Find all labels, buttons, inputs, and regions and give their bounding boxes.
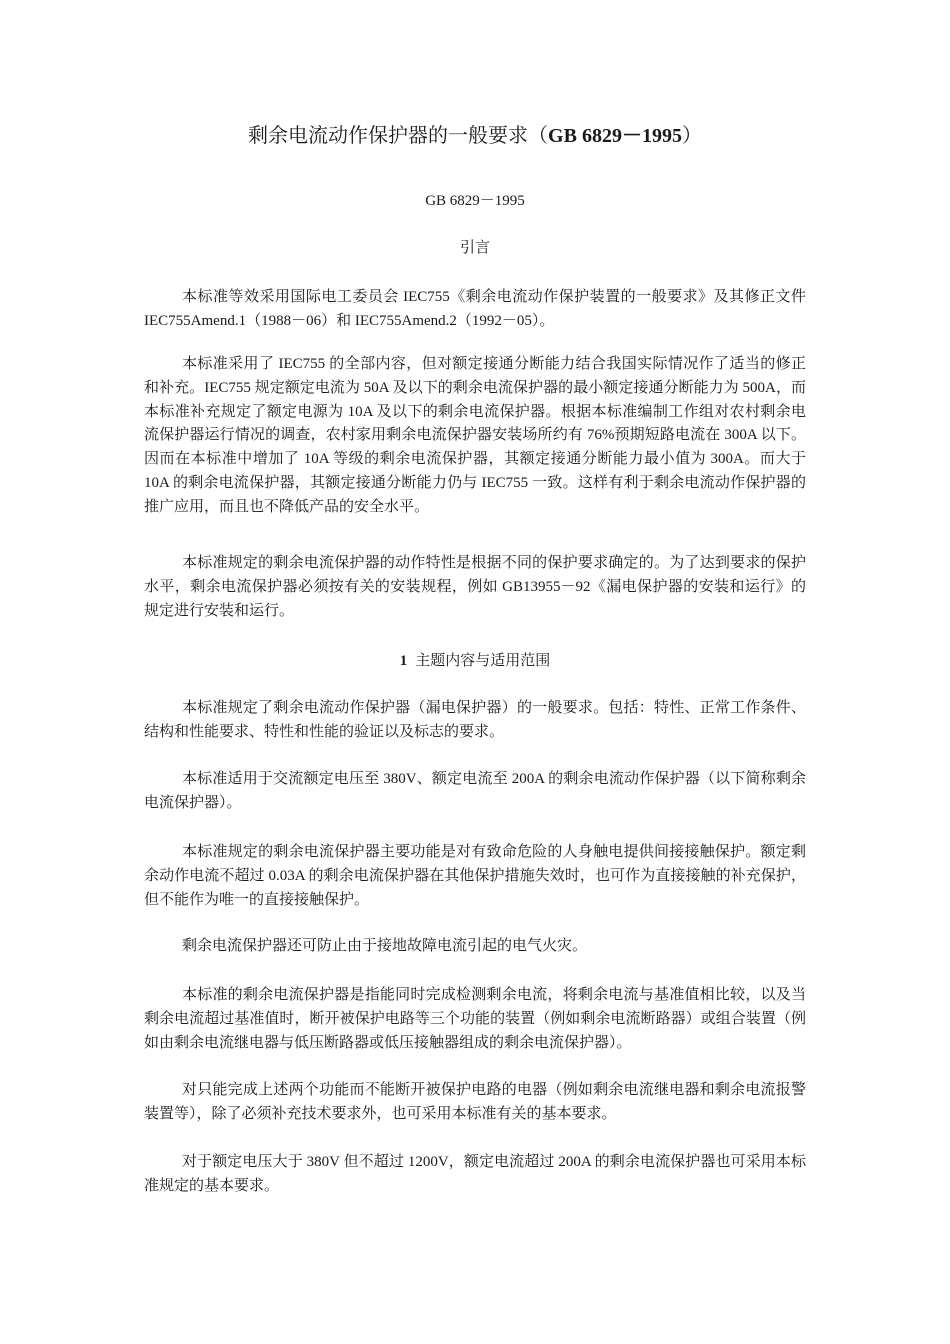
- document-title: [144, 122, 806, 150]
- section-paragraph: 本标准的剩余电流保护器是指能同时完成检测剩余电流，将剩余电流与基准值相比较，以及当剩余电流超过基准值时，断开被保护电路等三个功能的装置（例如剩余电流断路器）或组合装置（例如由剩余电流继电器与低压断路器或低压接触器组成的剩余电流保护器）。: [144, 987, 806, 1051]
- intro-heading: 引言: [459, 240, 490, 256]
- section-title: 主题内容与适用范围: [415, 653, 551, 669]
- section-paragraph: 本标准规定的剩余电流保护器主要功能是对有致命危险的人身触电提供间接接触保护。额定剩余动作电流不超过 0.03A 的剩余电流保护器在其他保护措施失效时，也可作为直接接触的补充保护，但不能作为唯一的直接接触保护。: [144, 844, 806, 908]
- title-close-paren: ）: [681, 125, 702, 147]
- intro-paragraph: 本标准规定的剩余电流保护器的动作特性是根据不同的保护要求确定的。为了达到要求的保护水平，剩余电流保护器必须按有关的安装规程，例如 GB13955－92《漏电保护器的安装和运行》的规定进行安装和运行。: [144, 555, 806, 619]
- intro-paragraph: 本标准等效采用国际电工委员会 IEC755《剩余电流动作保护装置的一般要求》及其修正文件 IEC755Amend.1（1988－06）和 IEC755Amend.2（1992－05）。: [144, 289, 806, 329]
- section-paragraph: 剩余电流保护器还可防止由于接地故障电流引起的电气火灾。: [182, 938, 588, 954]
- section-heading: [144, 651, 806, 671]
- title-standard-code: GB 6829－1995: [548, 125, 682, 147]
- intro-paragraph: 本标准采用了 IEC755 的全部内容，但对额定接通分断能力结合我国实际情况作了适当的修正和补充。IEC755 规定额定电流为 50A 及以下的剩余电流保护器的最小额定接通分断能力为 500A，而本标准补充规定了额定电源为 10A 及以下的剩余电流保护器。根据本标准编制工作组对农村剩余电流保护器运行情况的调查，农村家用剩余电流保护器安装场所约有 76%预期短路电流在 300A 以下。因而在本标准中增加了 10A 等级的剩余电流保护器，其额定接通分断能力最小值为 300A。而大于 10A 的剩余电流保护器，其额定接通分断能力仍与 IEC755 一致。这样有利于剩余电流动作保护器的推广应用，而且也不降低产品的安全水平。: [144, 356, 806, 515]
- section-paragraph: 本标准规定了剩余电流动作保护器（漏电保护器）的一般要求。包括：特性、正常工作条件、结构和性能要求、特性和性能的验证以及标志的要求。: [144, 700, 806, 740]
- standard-number: GB 6829－1995: [425, 193, 525, 209]
- section-number: 1: [399, 653, 408, 669]
- title-text: 剩余电流动作保护器的一般要求（: [248, 125, 549, 147]
- section-paragraph: 本标准适用于交流额定电压至 380V、额定电流至 200A 的剩余电流动作保护器（以下简称剩余电流保护器）。: [144, 771, 806, 811]
- section-paragraph: 对只能完成上述两个功能而不能断开被保护电路的电器（例如剩余电流继电器和剩余电流报警装置等），除了必须补充技术要求外，也可采用本标准有关的基本要求。: [144, 1082, 806, 1122]
- section-paragraph: 对于额定电压大于 380V 但不超过 1200V，额定电流超过 200A 的剩余电流保护器也可采用本标准规定的基本要求。: [144, 1154, 806, 1194]
